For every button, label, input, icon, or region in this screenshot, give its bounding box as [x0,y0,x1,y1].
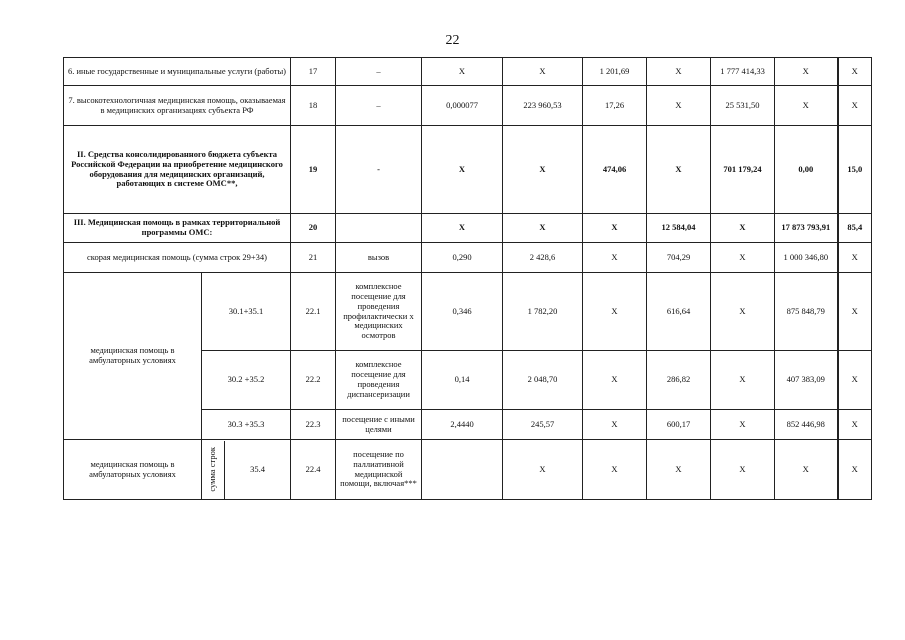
value-cell: 704,29 [647,243,711,273]
value-cell: X [422,214,503,243]
row-label: медицинская помощь в амбулаторных условиях [64,440,202,500]
table-row [64,273,872,351]
value-cell: 25 531,50 [711,86,775,126]
value-cell: 616,64 [647,273,711,351]
value-cell: 223 960,53 [503,86,583,126]
value-cell: X [711,273,775,351]
value-cell: X [583,410,647,440]
unit-cell: посещение с иными целями [336,410,422,440]
value-cell: X [422,126,503,214]
value-cell: X [503,214,583,243]
value-cell: 0,14 [422,351,503,410]
value-cell: 0,346 [422,273,503,351]
value-cell: 875 848,79 [775,273,838,351]
sum-cell: 30.1+35.1 [202,273,291,351]
value-cell: 407 383,09 [775,351,838,410]
value-cell: 1 777 414,33 [711,58,775,86]
value-cell: X [647,86,711,126]
value-cell: 474,06 [583,126,647,214]
line-number: 22.3 [291,410,336,440]
line-number: 22.1 [291,273,336,351]
sum-cell: 30.2 +35.2 [202,351,291,410]
value-cell: 1 201,69 [583,58,647,86]
value-cell: X [583,243,647,273]
unit-cell: вызов [336,243,422,273]
value-cell: 15,0 [838,126,872,214]
row-label: 7. высокотехнологичная медицинская помощь, оказываемая в медицинских организациях субъекта РФ [64,86,291,126]
row-label: III. Медицинская помощь в рамках территориальной программы ОМС: [64,214,291,243]
row-label: 6. иные государственные и муниципальные услуги (работы) [64,58,291,86]
value-cell: X [838,58,872,86]
value-cell: X [838,440,872,500]
sum-cell: 30.3 +35.3 [202,410,291,440]
value-cell: X [775,440,838,500]
value-cell: 286,82 [647,351,711,410]
table-row [64,214,872,243]
value-cell: 1 782,20 [503,273,583,351]
value-cell: X [422,58,503,86]
unit-cell: посещение по паллиативной медицинской помощи, включая*** [336,440,422,500]
value-cell: X [647,126,711,214]
line-number: 20 [291,214,336,243]
value-cell: 17 873 793,91 [775,214,838,243]
value-cell: 0,000077 [422,86,503,126]
value-cell: 12 584,04 [647,214,711,243]
data-table [63,57,872,500]
value-cell: X [838,273,872,351]
value-cell: 852 446,98 [775,410,838,440]
value-cell: X [503,58,583,86]
value-cell: 701 179,24 [711,126,775,214]
value-cell: X [838,243,872,273]
line-number: 19 [291,126,336,214]
line-number: 18 [291,86,336,126]
value-cell: 2 048,70 [503,351,583,410]
row-label: скорая медицинская помощь (сумма строк 29+34) [64,243,291,273]
table-row [64,440,872,500]
row-label: II. Средства консолидированного бюджета субъекта Российской Федерации на приобретение медицинского оборудования для медицинских организаций, работающих в системе ОМС**, [64,126,291,214]
value-cell: X [503,126,583,214]
table-row [64,243,872,273]
value-cell: X [711,440,775,500]
value-cell: X [838,351,872,410]
line-number: 21 [291,243,336,273]
value-cell: X [583,273,647,351]
value-cell: X [711,410,775,440]
value-cell: X [838,86,872,126]
value-cell: 245,57 [503,410,583,440]
value-cell: 0,290 [422,243,503,273]
value-cell: X [647,440,711,500]
value-cell: 600,17 [647,410,711,440]
value-cell: X [775,86,838,126]
unit-cell: - [336,126,422,214]
value-cell: 85,4 [838,214,872,243]
line-number: 22.4 [291,440,336,500]
value-cell: 0,00 [775,126,838,214]
unit-cell: комплексное посещение для проведения диспансеризации [336,351,422,410]
row-label: медицинская помощь в амбулаторных условиях [64,273,202,440]
line-number: 22.2 [291,351,336,410]
unit-cell: – [336,86,422,126]
table-row [64,126,872,214]
unit-cell: – [336,58,422,86]
unit-cell [336,214,422,243]
value-cell [422,440,503,500]
value-cell: X [583,351,647,410]
value-cell: 1 000 346,80 [775,243,838,273]
value-cell: 2,4440 [422,410,503,440]
page-number: 22 [445,33,460,48]
vertical-label: сумма строк [207,447,218,492]
line-number: 17 [291,58,336,86]
table-row [64,58,872,86]
value-cell: 2 428,6 [503,243,583,273]
value-cell: X [711,243,775,273]
value-cell: X [711,351,775,410]
sum-cell: 35.4 [250,463,265,474]
table-row [64,86,872,126]
value-cell: X [775,58,838,86]
value-cell: X [711,214,775,243]
value-cell: X [583,214,647,243]
value-cell: X [838,410,872,440]
value-cell: 17,26 [583,86,647,126]
unit-cell: комплексное посещение для проведения профилактически х медицинских осмотров [336,273,422,351]
value-cell: X [583,440,647,500]
value-cell: X [503,440,583,500]
value-cell: X [647,58,711,86]
